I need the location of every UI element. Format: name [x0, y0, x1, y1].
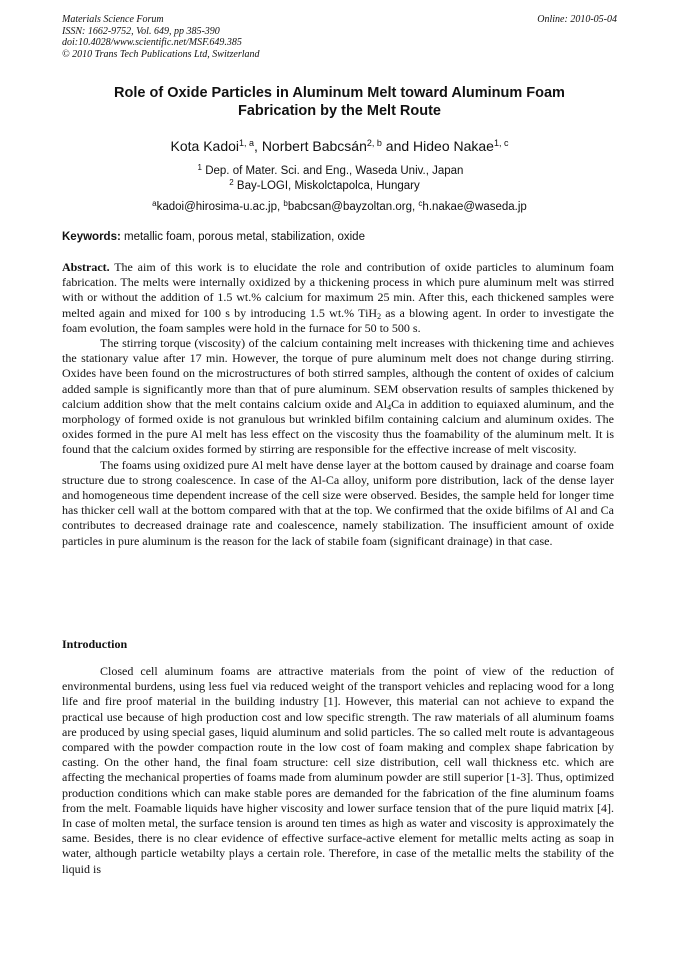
abstract-text: The aim of this work is to elucidate the role and contribution of oxide particles to aluminum foam fabrication. The melts were internally oxidized by a thickening process in which pure aluminum melt was stirred with or without the addition of 1.5 wt.% calcium for maximum 25 min. After this, each thickened samples were melted again and mixed for 100 s by introducing 1.5 wt.% TiH — [62, 260, 614, 320]
email-superscript: a — [152, 199, 157, 208]
doi: doi:10.4028/www.scientific.net/MSF.649.385 — [62, 37, 242, 48]
issn: ISSN: 1662-9752, Vol. 649, pp 385-390 — [62, 25, 220, 37]
email-link[interactable]: kadoi@hirosima-u.ac.jp, — [156, 201, 281, 213]
author-superscript: 1, a — [239, 138, 255, 148]
author-superscript: 1, c — [493, 138, 509, 148]
affiliation-text: Bay-LOGI, Miskolctapolca, Hungary — [236, 180, 420, 192]
author-name: Kota Kadoi — [170, 138, 240, 154]
subscript: 4 — [387, 402, 392, 412]
introduction-heading: Introduction — [62, 637, 128, 651]
email-link[interactable]: h.nakae@waseda.jp — [422, 201, 527, 213]
paper-title — [62, 84, 617, 120]
abstract-text: The stirring torque (viscosity) of the calcium containing melt increases with thickening time and achieves the stationary value after 17 min. However, the torque of pure aluminum melt does not change during stirring. Oxides have been found on the microstructures of both stirred samples, although the content of oxides of calcium added sample is significantly more than that of pure aluminum. SEM observation results of samples thickened by calcium addition show that the melt contains calcium oxide and Al — [62, 336, 614, 411]
affiliation-superscript: 1 — [197, 163, 202, 172]
keywords-text: metallic foam, porous metal, stabilization, oxide — [124, 231, 365, 243]
journal-name: Materials Science Forum — [62, 14, 164, 25]
author-superscript: 2, b — [366, 138, 382, 148]
journal-header — [62, 14, 617, 60]
affiliation-text: Dep. of Mater. Sci. and Eng., Waseda Univ., Japan — [205, 165, 464, 177]
author-name: Norbert Babcsán — [261, 138, 367, 154]
author-list — [62, 137, 617, 155]
abstract-text: Ca in addition to equiaxed aluminum, and the morphology of formed oxide is not granulous but wrinkled bifilm containing calcium and aluminum oxides. The oxides formed in the pure Al melt has less effect on the viscosity thus the foamability of the aluminum melt. It is found that the calcium oxides formed by stirring are responsible for the effective increase of melt viscosity. — [62, 396, 614, 457]
introduction-paragraph-1: Closed cell aluminum foams are attractive materials from the point of view of the reduction of environmental burdens, using less fuel via reduced weight of the transport vehicles and replacing wood for a long life and fire proof material in the building industry [1]. However, this material can not achieve to expand the practical use because of high production cost and low specific strength. The raw materials of all aluminum foams are produced by using special gases, liquid aluminum and solid particles. The so called melt route is advantageous compared with the powder compaction route in the low cost of foam making and complex shape fabrication by casting. On the other hand, the final foam structure: cell size distribution, cell wall thickness etc. which are affecting the mechanical properties of foams made from aluminum powder are still superior [1-3]. Thus, optimized production conditions which can make stable pores are demanded for the fabrication of the fine aluminum foams from the melt. Foamable liquids have higher viscosity and lower surface tension that of the pure liquid matrix [4]. In case of molten metal, the surface tension is around ten times as high as water and viscosity is approximately the same. Besides, there is no clear evidence of effective surface-active element for metallic melts acting as soap in water, although particle wetabilty plays a certain role. Therefore, in case of the metallic melts the stability of the liquid is — [62, 664, 614, 876]
affiliation-superscript: 2 — [229, 178, 234, 187]
abstract-paragraph-2 — [62, 336, 614, 458]
title-line-2: Fabrication by the Melt Route — [237, 103, 441, 119]
author-separator: , — [254, 138, 262, 154]
introduction — [62, 664, 614, 877]
author-emails — [62, 200, 617, 214]
affiliation-2 — [62, 179, 617, 193]
author-name: Hideo Nakae — [413, 138, 494, 154]
title-line-1: Role of Oxide Particles in Aluminum Melt toward Aluminum Foam — [114, 85, 565, 101]
keywords — [62, 230, 617, 244]
abstract-paragraph-3: The foams using oxidized pure Al melt have dense layer at the bottom caused by drainage and coarse foam structure due to strong coalescence. In case of the Al-Ca alloy, uniform pore distribution, lack of the dense layer and homogeneous time dependent increase of the cell size were observed. Besides, the sample held for longer time has thicker cell wall at the bottom compared with that at the top. We confirmed that the oxide bifilms of Al and Ca contributes to decreased drainage rate and coalescence, namely stabilization. The insufficient amount of oxide particles in pure aluminum is the reason for the lack of stabile foam (significant drainage) in that case. — [62, 457, 614, 548]
email-superscript: b — [283, 199, 288, 208]
abstract-paragraph-1 — [62, 260, 614, 336]
email-superscript: c — [418, 199, 423, 208]
affiliation-1 — [62, 164, 617, 178]
abstract — [62, 260, 614, 549]
keywords-label: Keywords: — [62, 231, 121, 243]
subscript: 2 — [377, 311, 382, 321]
online-date: Online: 2010-05-04 — [537, 14, 617, 25]
abstract-text: as a blowing agent. In order to investigate the foam evolution, the foam samples were hold in the furnace for 50 to 500 s. — [62, 305, 615, 335]
copyright: © 2010 Trans Tech Publications Ltd, Switzerland — [62, 48, 260, 60]
author-separator: and — [381, 138, 414, 154]
email-link[interactable]: babcsan@bayzoltan.org, — [287, 201, 416, 213]
abstract-label: Abstract. — [62, 260, 110, 274]
